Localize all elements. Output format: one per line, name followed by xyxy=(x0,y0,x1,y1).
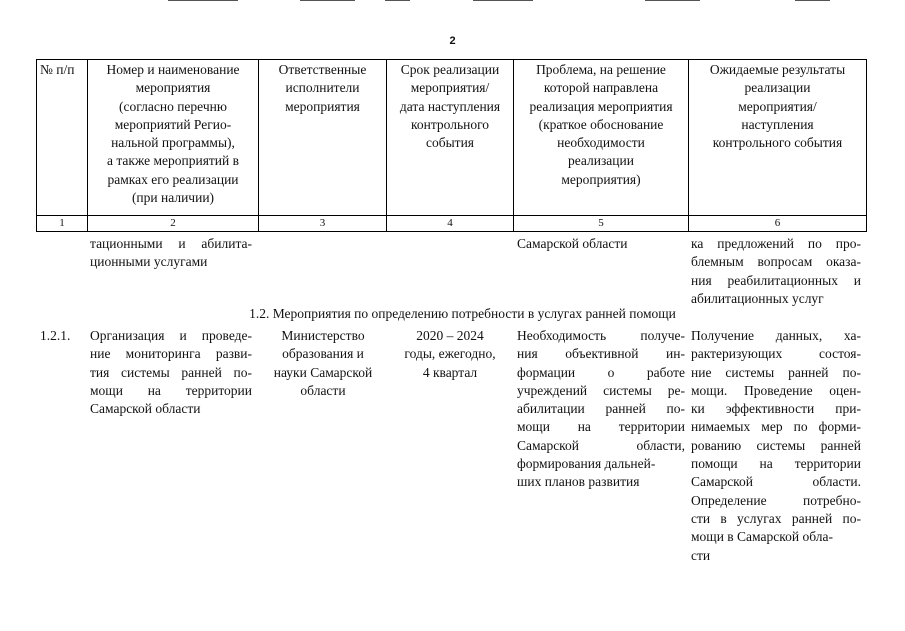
row-executor-cell: Министерство образования и науки Самарской области xyxy=(273,328,373,398)
header-row xyxy=(37,60,867,216)
scan-edge-line xyxy=(385,0,410,1)
page-number: 2 xyxy=(449,35,456,47)
header-col-executors: Ответственные исполнители мероприятия xyxy=(259,60,387,216)
column-number: 3 xyxy=(259,216,387,232)
column-number: 1 xyxy=(37,216,88,232)
scan-edge-line xyxy=(795,0,830,1)
continuation-problem-cell: Самарской области xyxy=(517,236,628,251)
column-number: 2 xyxy=(88,216,259,232)
header-col-number: № п/п xyxy=(37,60,88,216)
row-deadline-cell: 2020 – 2024 годы, ежегодно, 4 квартал xyxy=(404,328,496,380)
continuation-name-cell: тационными и абилита- ционными услугами xyxy=(90,236,252,270)
continuation-result-cell: ка предложений по про- блемным вопросам оказа- ния реабилитационных и абилитационных услуг xyxy=(691,236,861,306)
column-number-row xyxy=(37,216,867,232)
row-number: 1.2.1. xyxy=(40,328,71,343)
column-number: 5 xyxy=(514,216,689,232)
header-col-problem: Проблема, на решение которой направлена реализация мероприятия (краткое обоснование необходимости реализации мероприятия) xyxy=(514,60,689,216)
header-col-name: Номер и наименование мероприятия (согласно перечню мероприятий Регио- нальной программы), а также мероприятий в рамках его реализации (при наличии) xyxy=(88,60,259,216)
section-heading: 1.2. Мероприятия по определению потребности в услугах ранней помощи xyxy=(249,306,676,321)
header-table xyxy=(36,59,867,232)
scan-edge-line xyxy=(645,0,700,1)
column-number: 4 xyxy=(387,216,514,232)
column-number: 6 xyxy=(689,216,867,232)
scan-edge-line xyxy=(168,0,238,1)
header-col-deadline: Срок реализации мероприятия/ дата наступления контрольного события xyxy=(387,60,514,216)
row-problem-cell: Необходимость получе- ния объективной ин- формации о работе учреждений системы ре- абилитации ранней по- мощи на территории Самарской области, формирования дальней- ших планов развития xyxy=(517,328,685,490)
row-name-cell: Организация и проведе- ние мониторинга разви- тия системы ранней по- мощи на территории Самарской области xyxy=(90,328,252,417)
row-result-cell: Получение данных, ха- рактеризующих состоя- ние системы ранней по- мощи. Проведение оцен- ки эффективности при- нимаемых мер по форми- рованию системы ранней помощи на территории Самарской области. Определение потребно- сти в услугах ранней по- мощи в Самарской обла- сти xyxy=(691,328,861,563)
scan-edge-line xyxy=(473,0,533,1)
header-col-results: Ожидаемые результаты реализации мероприятия/ наступления контрольного события xyxy=(689,60,867,216)
scan-edge-line xyxy=(300,0,355,1)
